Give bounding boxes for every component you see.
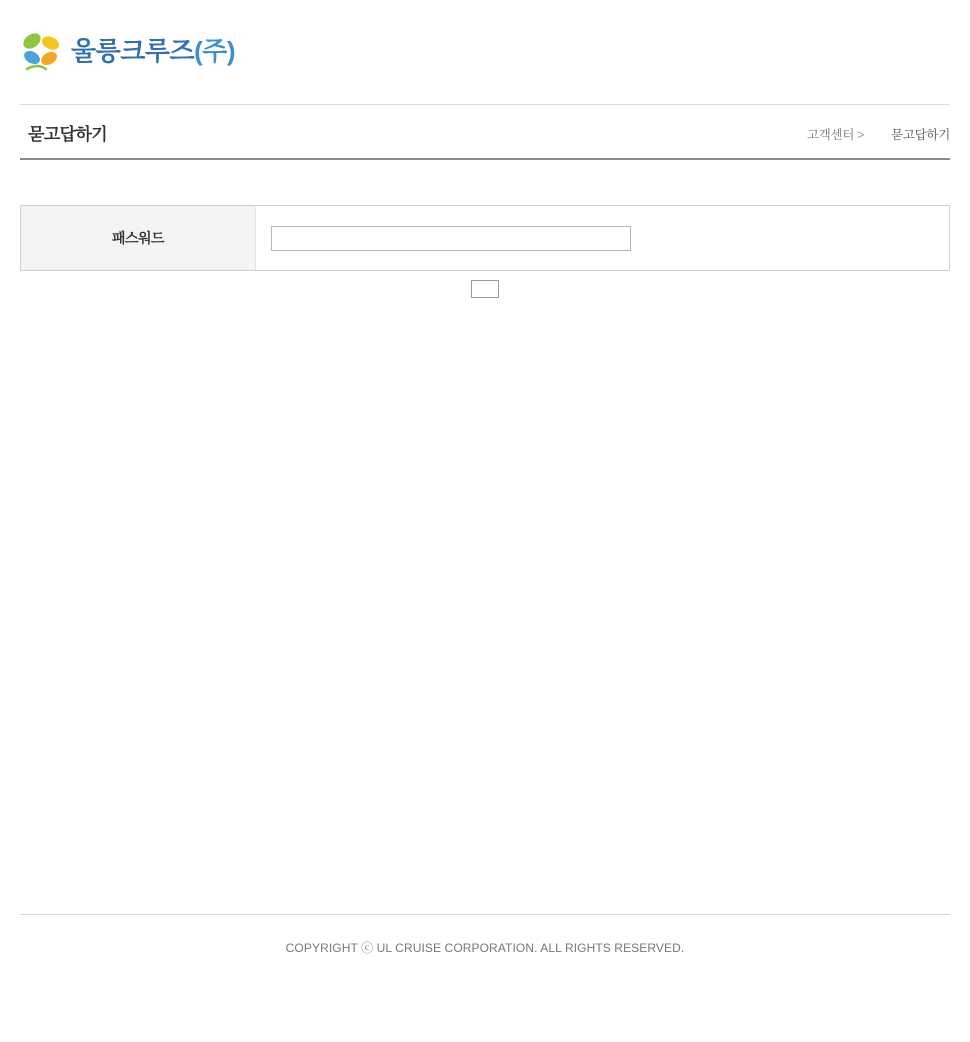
brand-name [71, 38, 235, 64]
page-title-bar [20, 104, 950, 160]
copyright-text: COPYRIGHT ⓒ UL CRUISE CORPORATION. ALL RIGHTS RESERVED. [285, 941, 685, 955]
brand-name-main: 울릉크루즈 [71, 36, 195, 66]
site-header [0, 0, 970, 104]
breadcrumb-root[interactable]: 고객센터 [807, 128, 855, 142]
password-form-table [20, 205, 950, 271]
site-footer [20, 914, 950, 956]
pinwheel-flower-logo-icon [20, 28, 62, 74]
password-label: 패스워드 [21, 206, 256, 271]
main-content [20, 205, 950, 302]
form-actions [20, 280, 950, 302]
brand-home-link[interactable] [20, 28, 235, 74]
password-input-cell [256, 206, 950, 271]
submit-button[interactable] [471, 280, 499, 298]
table-row [21, 206, 950, 271]
password-input[interactable] [271, 226, 631, 251]
breadcrumb [807, 125, 950, 143]
brand-name-suffix: (주) [194, 36, 236, 66]
page-title: 묻고답하기 [28, 125, 108, 144]
breadcrumb-separator-icon: > [857, 128, 865, 142]
breadcrumb-current: 묻고답하기 [891, 128, 950, 142]
